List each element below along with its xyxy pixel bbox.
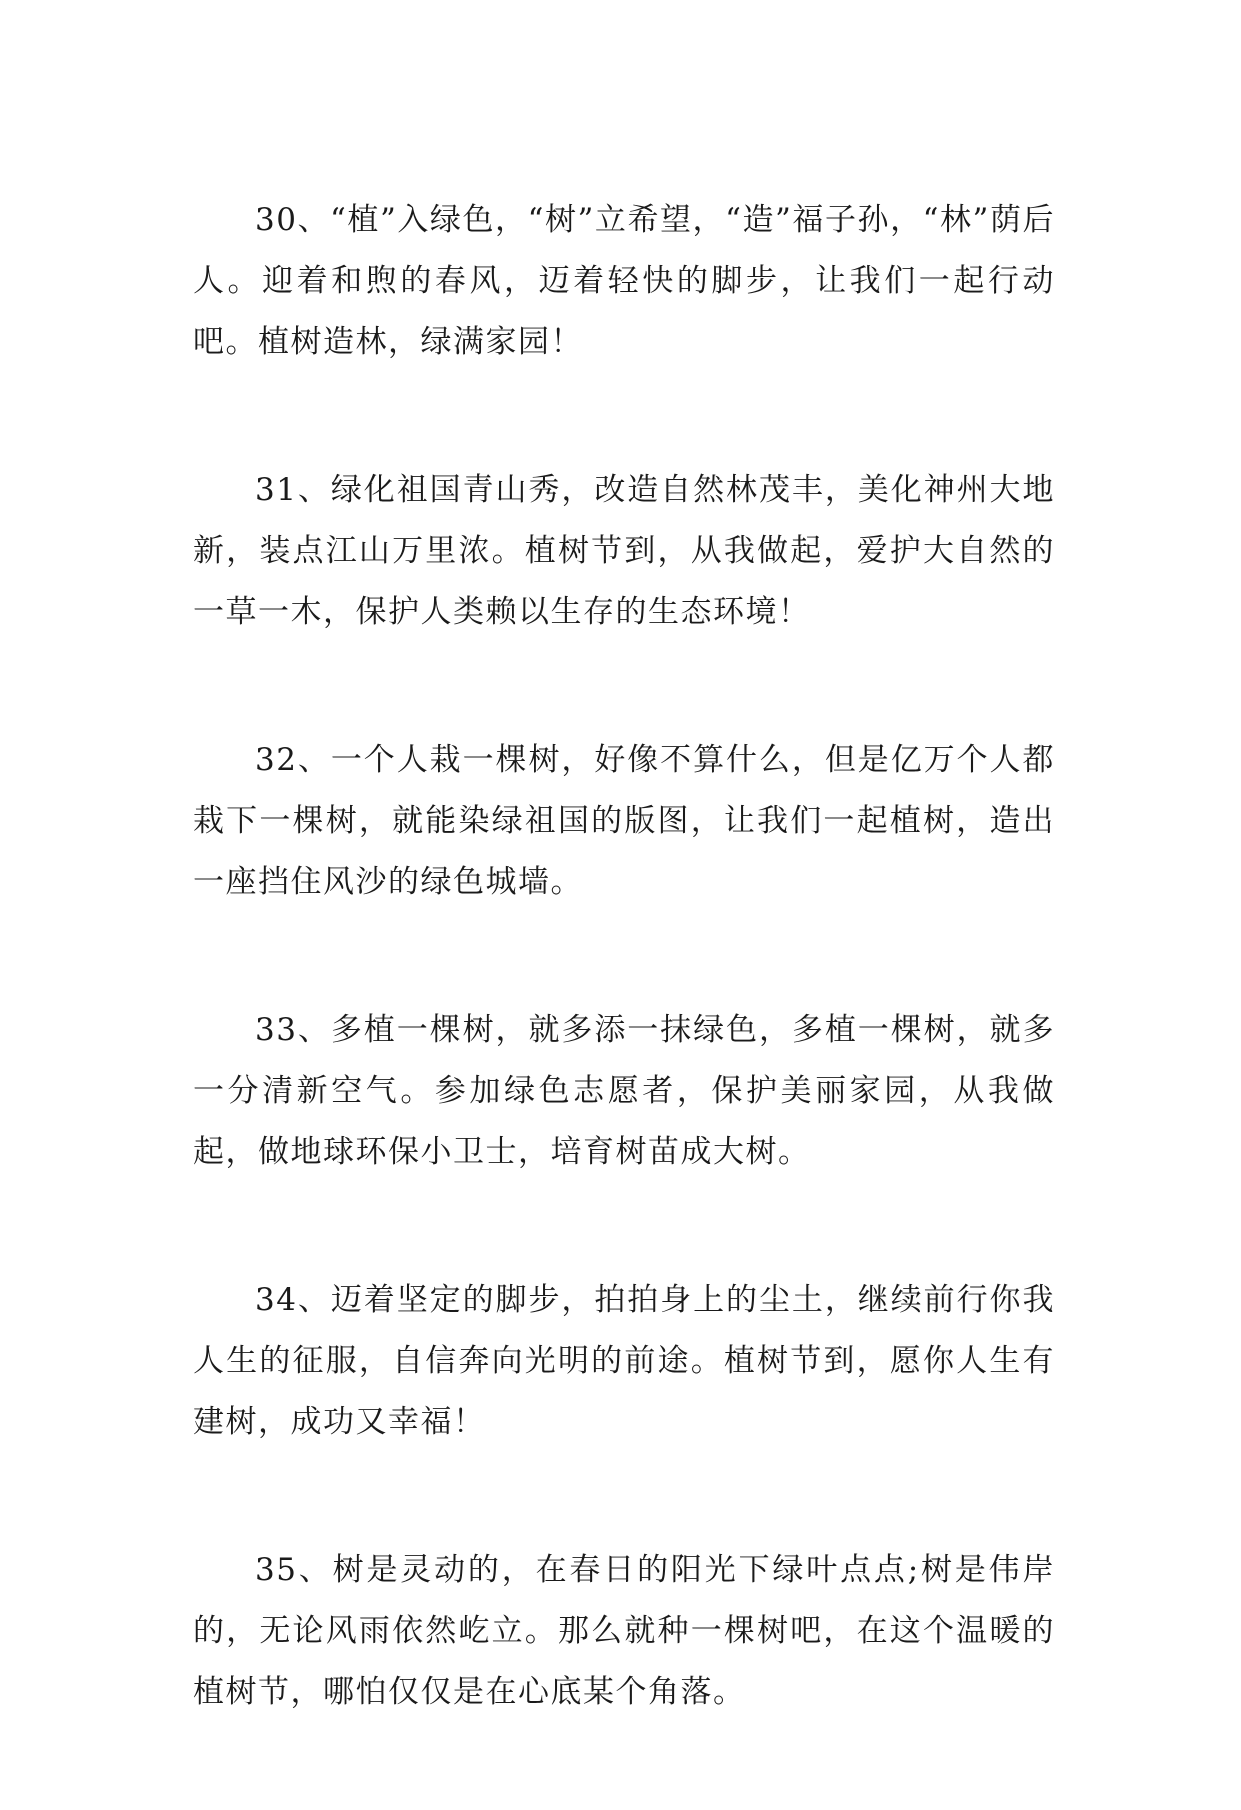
paragraph-31: 31、绿化祖国青山秀，改造自然林茂丰，美化神州大地新，装点江山万里浓。植树节到，从我做起，爱护大自然的一草一木，保护人类赖以生存的生态环境！ [193, 472, 1055, 630]
paragraph-35: 35、树是灵动的，在春日的阳光下绿叶点点;树是伟岸的，无论风雨依然屹立。那么就种一棵树吧，在这个温暖的植树节，哪怕仅仅是在心底某个角落。 [193, 1552, 1055, 1710]
paragraph-32: 32、一个人栽一棵树，好像不算什么，但是亿万个人都栽下一棵树，就能染绿祖国的版图，让我们一起植树，造出一座挡住风沙的绿色城墙。 [193, 742, 1055, 900]
document-body [193, 190, 1055, 1810]
paragraph-34: 34、迈着坚定的脚步，拍拍身上的尘土，继续前行你我人生的征服，自信奔向光明的前途。植树节到，愿你人生有建树，成功又幸福！ [193, 1282, 1055, 1440]
paragraph-33: 33、多植一棵树，就多添一抹绿色，多植一棵树，就多一分清新空气。参加绿色志愿者，保护美丽家园，从我做起，做地球环保小卫士，培育树苗成大树。 [193, 1012, 1055, 1170]
paragraph-30: 30、“植”入绿色，“树”立希望，“造”福子孙，“林”荫后人。迎着和煦的春风，迈着轻快的脚步，让我们一起行动吧。植树造林，绿满家园！ [193, 202, 1055, 360]
